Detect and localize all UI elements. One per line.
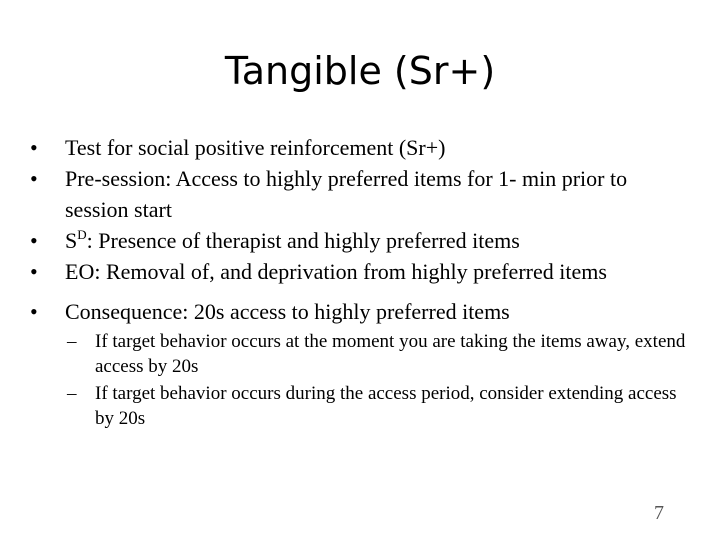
sub-bullet-text: If target behavior occurs at the moment you are taking the items away, extend access by 20s — [95, 331, 686, 377]
sub-bullet-text: If target behavior occurs during the access period, consider extending access by 20s — [95, 383, 677, 429]
bullet-marker: • — [30, 228, 38, 253]
bullet-marker: • — [30, 299, 38, 324]
dash-marker: – — [67, 331, 77, 352]
bullet-text — [65, 228, 520, 253]
page-number: 7 — [654, 502, 664, 524]
bullet-item — [30, 132, 690, 163]
bullet-item — [30, 296, 690, 327]
slide-title: Tangible (Sr+) — [224, 49, 496, 93]
dash-marker: – — [67, 383, 77, 404]
bullet-text: Consequence: 20s access to highly preferred items — [65, 299, 510, 324]
sub-bullet-item — [30, 329, 690, 379]
bullet-item — [30, 163, 690, 225]
bullet-item — [30, 256, 690, 287]
sub-bullet-item — [30, 381, 690, 431]
bullet-list — [30, 132, 690, 431]
bullet-marker: • — [30, 259, 38, 284]
bullet-text: Pre-session: Access to highly preferred items for 1- min prior to session start — [65, 166, 628, 222]
sd-superscript: D — [77, 227, 87, 242]
sd-rest: : Presence of therapist and highly preferred items — [86, 228, 520, 253]
bullet-marker: • — [30, 135, 38, 160]
sd-base: S — [65, 228, 78, 253]
bullet-text: Test for social positive reinforcement (Sr+) — [65, 135, 446, 160]
bullet-item — [30, 225, 690, 256]
bullet-marker: • — [30, 166, 38, 191]
bullet-text: EO: Removal of, and deprivation from highly preferred items — [65, 259, 607, 284]
